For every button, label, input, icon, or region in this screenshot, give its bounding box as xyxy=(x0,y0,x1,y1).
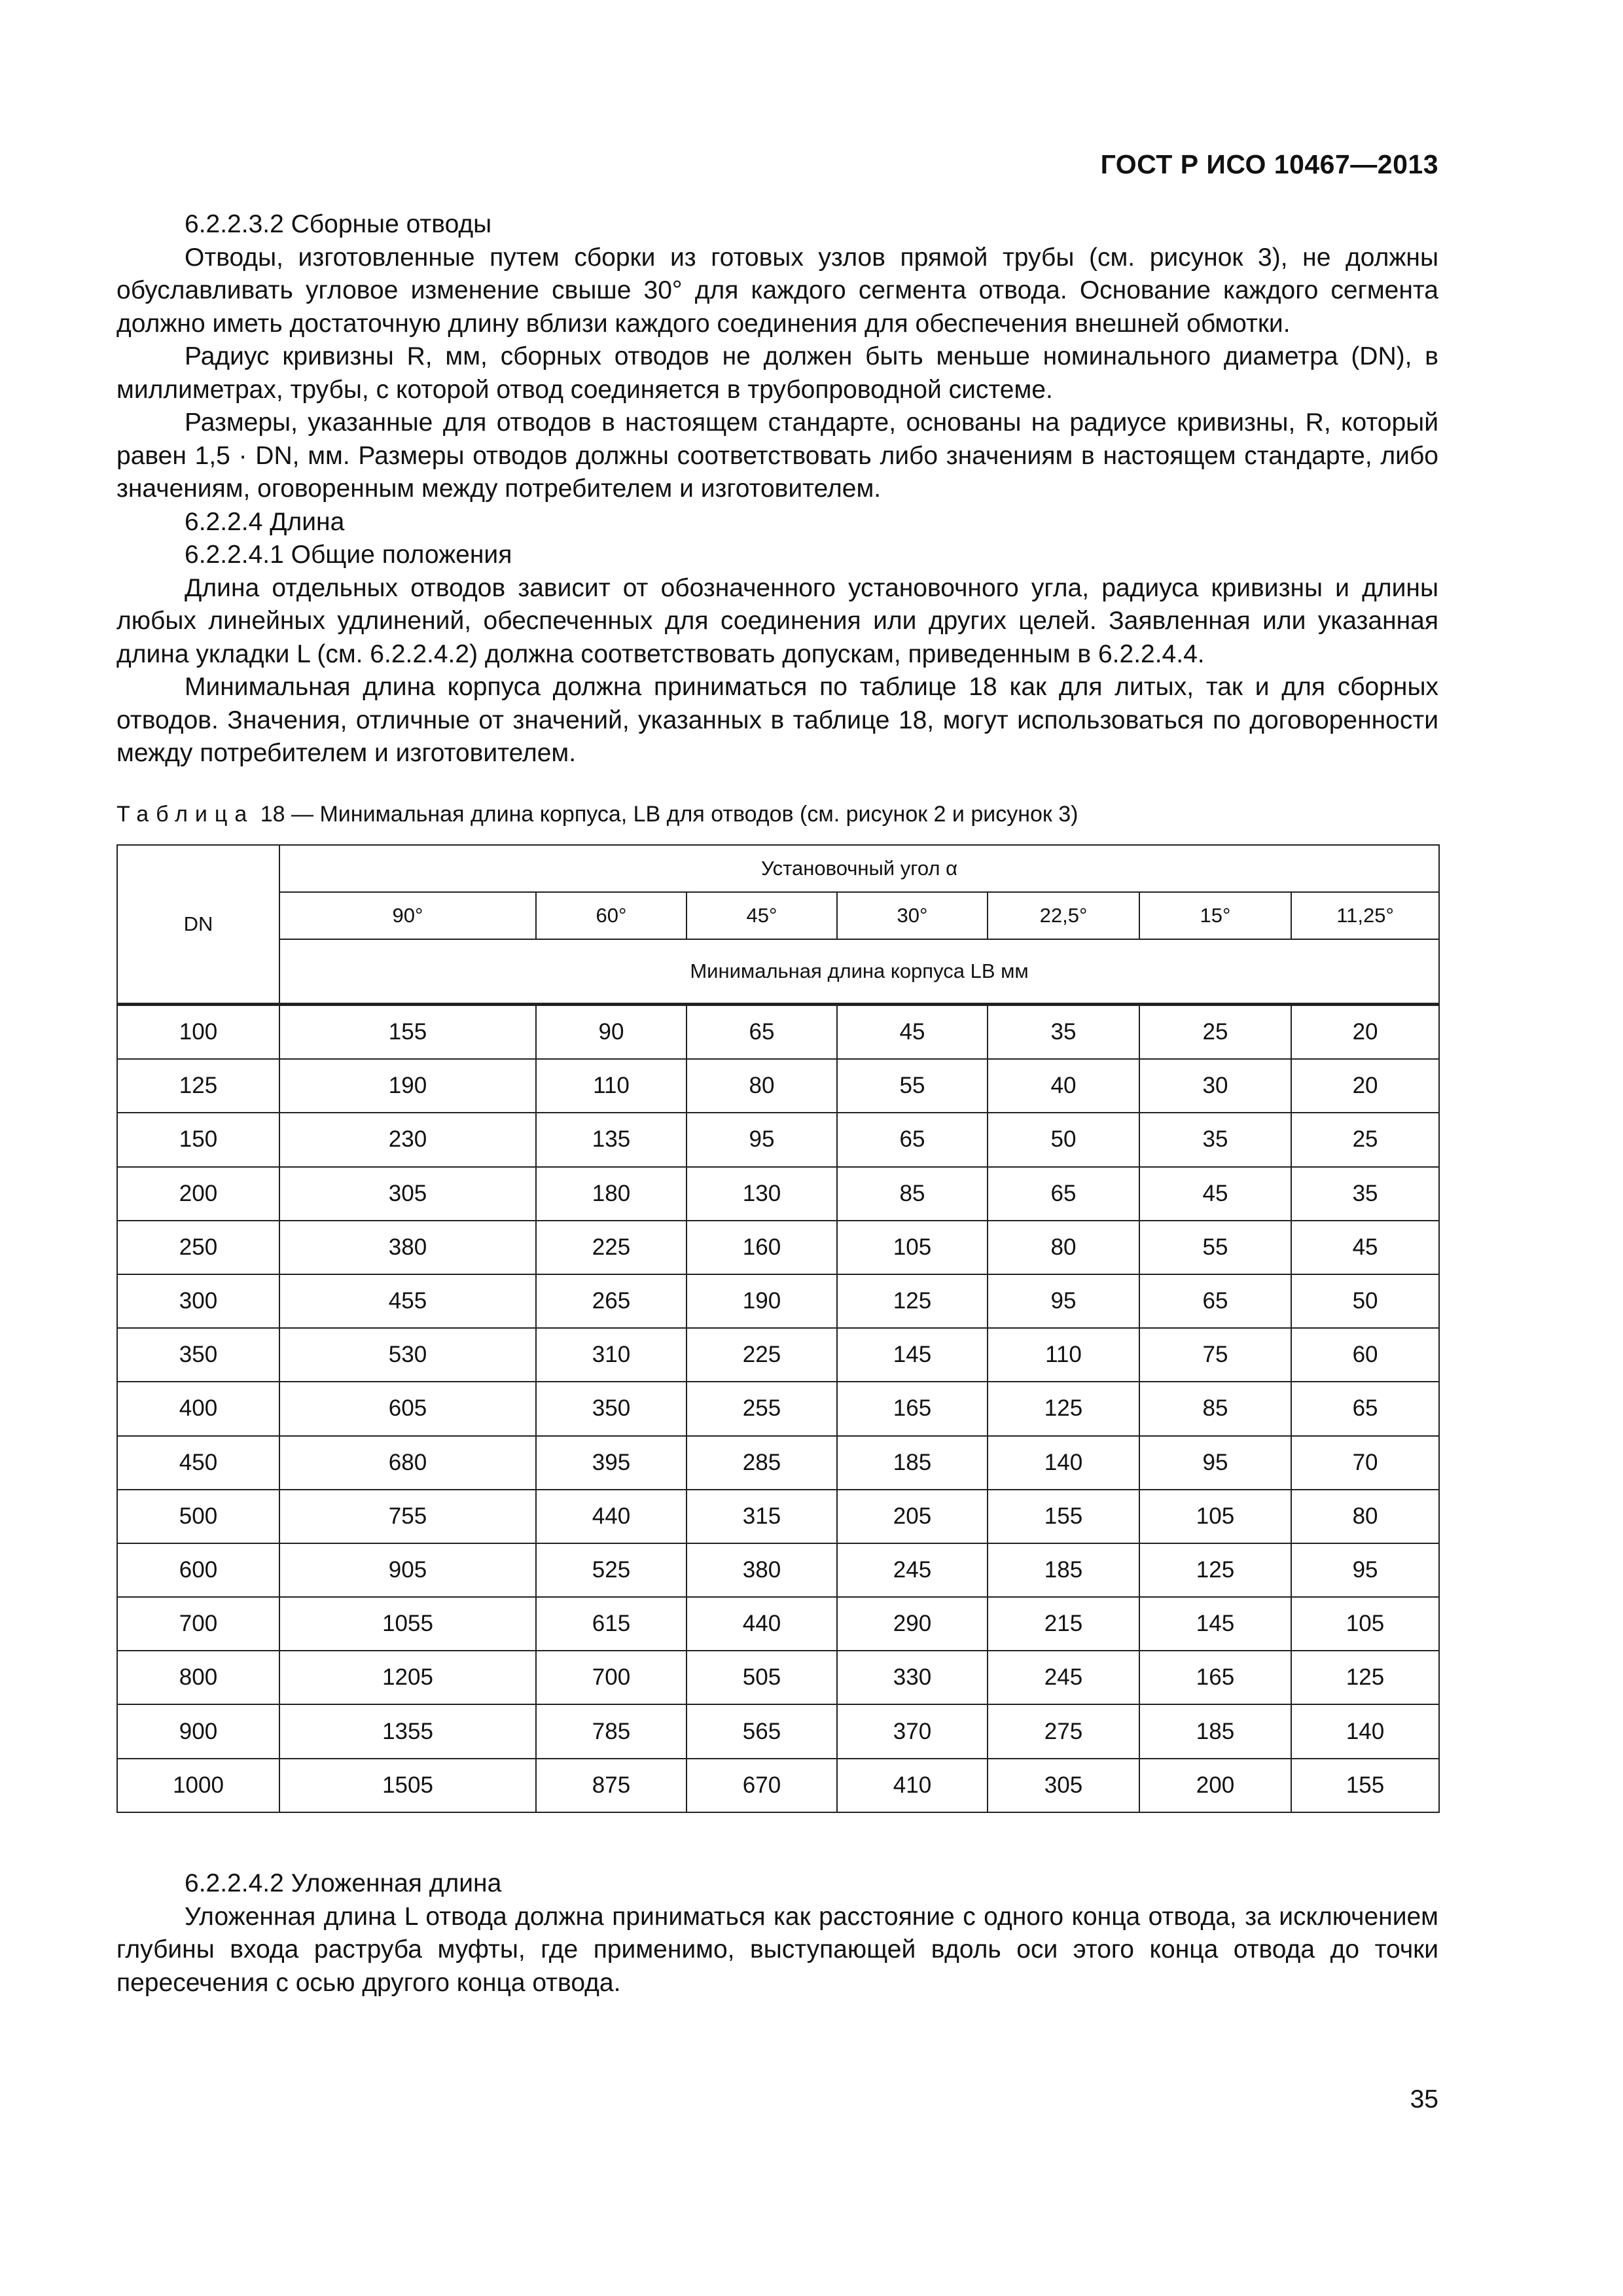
dn-cell: 700 xyxy=(117,1597,279,1651)
min-body-length-table xyxy=(116,844,1440,1813)
length-header: Минимальная длина корпуса LB мм xyxy=(279,939,1439,1005)
length-cell: 265 xyxy=(536,1274,687,1328)
length-cell: 55 xyxy=(1139,1221,1291,1274)
length-cell: 875 xyxy=(536,1759,687,1812)
dn-cell: 600 xyxy=(117,1543,279,1597)
length-cell: 180 xyxy=(536,1167,687,1221)
length-cell: 215 xyxy=(988,1597,1139,1651)
length-cell: 105 xyxy=(837,1221,988,1274)
length-cell: 330 xyxy=(837,1651,988,1704)
length-cell: 185 xyxy=(988,1543,1139,1597)
length-cell: 305 xyxy=(988,1759,1139,1812)
length-cell: 245 xyxy=(837,1543,988,1597)
length-cell: 155 xyxy=(1291,1759,1439,1812)
dn-cell: 100 xyxy=(117,1005,279,1060)
length-cell: 95 xyxy=(687,1113,837,1166)
table-row xyxy=(117,1597,1439,1651)
paragraph: Размеры, указанные для отводов в настоящем стандарте, основаны на радиусе кривизны, R, который равен 1,5 · DN, мм. Размеры отводов должны соответствовать либо значениям в настоящем стандарте, либо значениям, оговоренным между потребителем и изготовителем. xyxy=(116,408,1438,503)
length-cell: 140 xyxy=(988,1436,1139,1490)
length-cell: 95 xyxy=(988,1274,1139,1328)
length-cell: 105 xyxy=(1139,1490,1291,1543)
length-cell: 110 xyxy=(988,1328,1139,1382)
paragraph: Длина отдельных отводов зависит от обозначенного установочного угла, радиуса кривизны и длины любых линейных удлинений, обеспеченных для соединения или других целей. Заявленная или указанная длина укладки L (см. 6.2.2.4.2) должна соответствовать допускам, приведенным в 6.2.2.4.4. xyxy=(116,573,1438,668)
table-row xyxy=(117,1543,1439,1597)
table-row xyxy=(117,1167,1439,1221)
document-header: ГОСТ Р ИСО 10467—2013 xyxy=(1100,149,1438,179)
dn-cell: 1000 xyxy=(117,1759,279,1812)
section-heading: 6.2.2.4.2 Уложенная длина xyxy=(185,1869,502,1897)
length-cell: 290 xyxy=(837,1597,988,1651)
table-row xyxy=(117,1059,1439,1113)
length-cell: 95 xyxy=(1139,1436,1291,1490)
length-cell: 505 xyxy=(687,1651,837,1704)
length-cell: 225 xyxy=(536,1221,687,1274)
table-row xyxy=(117,1759,1439,1812)
length-cell: 45 xyxy=(1139,1167,1291,1221)
length-cell: 135 xyxy=(536,1113,687,1166)
angle-column-header: 15° xyxy=(1139,892,1291,939)
angle-column-header: 11,25° xyxy=(1291,892,1439,939)
length-cell: 160 xyxy=(687,1221,837,1274)
dn-cell: 350 xyxy=(117,1328,279,1382)
length-cell: 125 xyxy=(837,1274,988,1328)
length-cell: 65 xyxy=(687,1005,837,1060)
table-row xyxy=(117,1221,1439,1274)
length-cell: 45 xyxy=(837,1005,988,1060)
length-cell: 35 xyxy=(988,1005,1139,1060)
dn-cell: 150 xyxy=(117,1113,279,1166)
length-cell: 305 xyxy=(279,1167,536,1221)
length-cell: 40 xyxy=(988,1059,1139,1113)
table-row xyxy=(117,1704,1439,1758)
length-cell: 310 xyxy=(536,1328,687,1382)
length-cell: 275 xyxy=(988,1704,1139,1758)
table-row xyxy=(117,1005,1439,1060)
dn-cell: 500 xyxy=(117,1490,279,1543)
length-cell: 25 xyxy=(1139,1005,1291,1060)
length-cell: 615 xyxy=(536,1597,687,1651)
body-text-bottom xyxy=(116,1867,1438,2000)
length-cell: 145 xyxy=(1139,1597,1291,1651)
length-cell: 85 xyxy=(1139,1382,1291,1435)
length-cell: 20 xyxy=(1291,1059,1439,1113)
dn-cell: 900 xyxy=(117,1704,279,1758)
length-cell: 190 xyxy=(687,1274,837,1328)
table-row xyxy=(117,1436,1439,1490)
dn-cell: 800 xyxy=(117,1651,279,1704)
length-cell: 105 xyxy=(1291,1597,1439,1651)
length-cell: 65 xyxy=(1291,1382,1439,1435)
table-caption-label: Таблица xyxy=(116,802,255,827)
length-cell: 30 xyxy=(1139,1059,1291,1113)
table-row xyxy=(117,1274,1439,1328)
table-row xyxy=(117,1382,1439,1435)
length-cell: 380 xyxy=(687,1543,837,1597)
length-cell: 145 xyxy=(837,1328,988,1382)
length-cell: 35 xyxy=(1291,1167,1439,1221)
length-cell: 65 xyxy=(837,1113,988,1166)
length-cell: 55 xyxy=(837,1059,988,1113)
length-cell: 200 xyxy=(1139,1759,1291,1812)
length-cell: 80 xyxy=(988,1221,1139,1274)
angle-column-header: 60° xyxy=(536,892,687,939)
section-heading: 6.2.2.3.2 Сборные отводы xyxy=(185,210,492,238)
length-cell: 155 xyxy=(279,1005,536,1060)
length-cell: 190 xyxy=(279,1059,536,1113)
length-cell: 565 xyxy=(687,1704,837,1758)
length-cell: 80 xyxy=(687,1059,837,1113)
table-row xyxy=(117,1651,1439,1704)
length-cell: 50 xyxy=(1291,1274,1439,1328)
length-cell: 285 xyxy=(687,1436,837,1490)
length-cell: 370 xyxy=(837,1704,988,1758)
angle-column-header: 22,5° xyxy=(988,892,1139,939)
length-cell: 90 xyxy=(536,1005,687,1060)
section-heading: 6.2.2.4 Длина xyxy=(185,507,345,536)
length-cell: 245 xyxy=(988,1651,1139,1704)
length-cell: 155 xyxy=(988,1490,1139,1543)
table-caption xyxy=(116,800,1078,829)
length-cell: 95 xyxy=(1291,1543,1439,1597)
length-cell: 395 xyxy=(536,1436,687,1490)
length-cell: 110 xyxy=(536,1059,687,1113)
length-cell: 75 xyxy=(1139,1328,1291,1382)
length-cell: 65 xyxy=(1139,1274,1291,1328)
length-cell: 315 xyxy=(687,1490,837,1543)
length-cell: 455 xyxy=(279,1274,536,1328)
length-cell: 755 xyxy=(279,1490,536,1543)
table-body xyxy=(117,1005,1439,1812)
length-cell: 530 xyxy=(279,1328,536,1382)
length-cell: 905 xyxy=(279,1543,536,1597)
length-cell: 165 xyxy=(1139,1651,1291,1704)
dn-cell: 450 xyxy=(117,1436,279,1490)
length-cell: 165 xyxy=(837,1382,988,1435)
length-cell: 785 xyxy=(536,1704,687,1758)
length-cell: 440 xyxy=(687,1597,837,1651)
length-cell: 700 xyxy=(536,1651,687,1704)
length-cell: 1505 xyxy=(279,1759,536,1812)
length-cell: 1355 xyxy=(279,1704,536,1758)
dn-cell: 250 xyxy=(117,1221,279,1274)
table-row xyxy=(117,1113,1439,1166)
dn-cell: 300 xyxy=(117,1274,279,1328)
length-cell: 680 xyxy=(279,1436,536,1490)
length-cell: 65 xyxy=(988,1167,1139,1221)
length-cell: 35 xyxy=(1139,1113,1291,1166)
length-cell: 380 xyxy=(279,1221,536,1274)
angle-column-header: 30° xyxy=(837,892,988,939)
section-heading: 6.2.2.4.1 Общие положения xyxy=(185,541,512,569)
paragraph: Минимальная длина корпуса должна приниматься по таблице 18 как для литых, так и для сборных отводов. Значения, отличные от значений, указанных в таблице 18, могут использоваться по договоренности между потребителем и изготовителем. xyxy=(116,673,1438,767)
length-cell: 85 xyxy=(837,1167,988,1221)
length-cell: 20 xyxy=(1291,1005,1439,1060)
length-cell: 45 xyxy=(1291,1221,1439,1274)
length-cell: 70 xyxy=(1291,1436,1439,1490)
length-cell: 410 xyxy=(837,1759,988,1812)
length-cell: 1205 xyxy=(279,1651,536,1704)
length-cell: 185 xyxy=(837,1436,988,1490)
paragraph: Отводы, изготовленные путем сборки из готовых узлов прямой трубы (см. рисунок 3), не должны обуславливать угловое изменение свыше 30° для каждого сегмента отвода. Основание каждого сегмента должно иметь достаточную длину вблизи каждого соединения для обеспечения внешней обмотки. xyxy=(116,243,1438,338)
length-cell: 670 xyxy=(687,1759,837,1812)
paragraph: Радиус кривизны R, мм, сборных отводов не должен быть меньше номинального диаметра (DN), в миллиметрах, трубы, с которой отвод соединяется в трубопроводной системе. xyxy=(116,342,1438,404)
length-cell: 80 xyxy=(1291,1490,1439,1543)
length-cell: 140 xyxy=(1291,1704,1439,1758)
length-cell: 605 xyxy=(279,1382,536,1435)
length-cell: 350 xyxy=(536,1382,687,1435)
body-text-top xyxy=(116,208,1438,770)
length-cell: 125 xyxy=(988,1382,1139,1435)
length-cell: 440 xyxy=(536,1490,687,1543)
angle-header: Установочный угол α xyxy=(279,845,1439,892)
paragraph: Уложенная длина L отвода должна приниматься как расстояние с одного конца отвода, за исключением глубины входа раструба муфты, где применимо, выступающей вдоль оси этого конца отвода до точки пересечения с осью другого конца отвода. xyxy=(116,1902,1438,1997)
table-row xyxy=(117,1490,1439,1543)
angle-column-header: 90° xyxy=(279,892,536,939)
length-cell: 525 xyxy=(536,1543,687,1597)
length-cell: 185 xyxy=(1139,1704,1291,1758)
page-number: 35 xyxy=(1410,2085,1438,2113)
dn-cell: 400 xyxy=(117,1382,279,1435)
length-cell: 130 xyxy=(687,1167,837,1221)
length-cell: 1055 xyxy=(279,1597,536,1651)
table-caption-text: 18 — Минимальная длина корпуса, LB для отводов (см. рисунок 2 и рисунок 3) xyxy=(260,802,1079,827)
length-cell: 230 xyxy=(279,1113,536,1166)
dn-cell: 200 xyxy=(117,1167,279,1221)
length-cell: 125 xyxy=(1139,1543,1291,1597)
length-cell: 125 xyxy=(1291,1651,1439,1704)
angle-column-header: 45° xyxy=(687,892,837,939)
dn-header: DN xyxy=(117,845,279,1005)
length-cell: 60 xyxy=(1291,1328,1439,1382)
length-cell: 50 xyxy=(988,1113,1139,1166)
table-row xyxy=(117,1328,1439,1382)
length-cell: 255 xyxy=(687,1382,837,1435)
length-cell: 205 xyxy=(837,1490,988,1543)
length-cell: 225 xyxy=(687,1328,837,1382)
dn-cell: 125 xyxy=(117,1059,279,1113)
length-cell: 25 xyxy=(1291,1113,1439,1166)
